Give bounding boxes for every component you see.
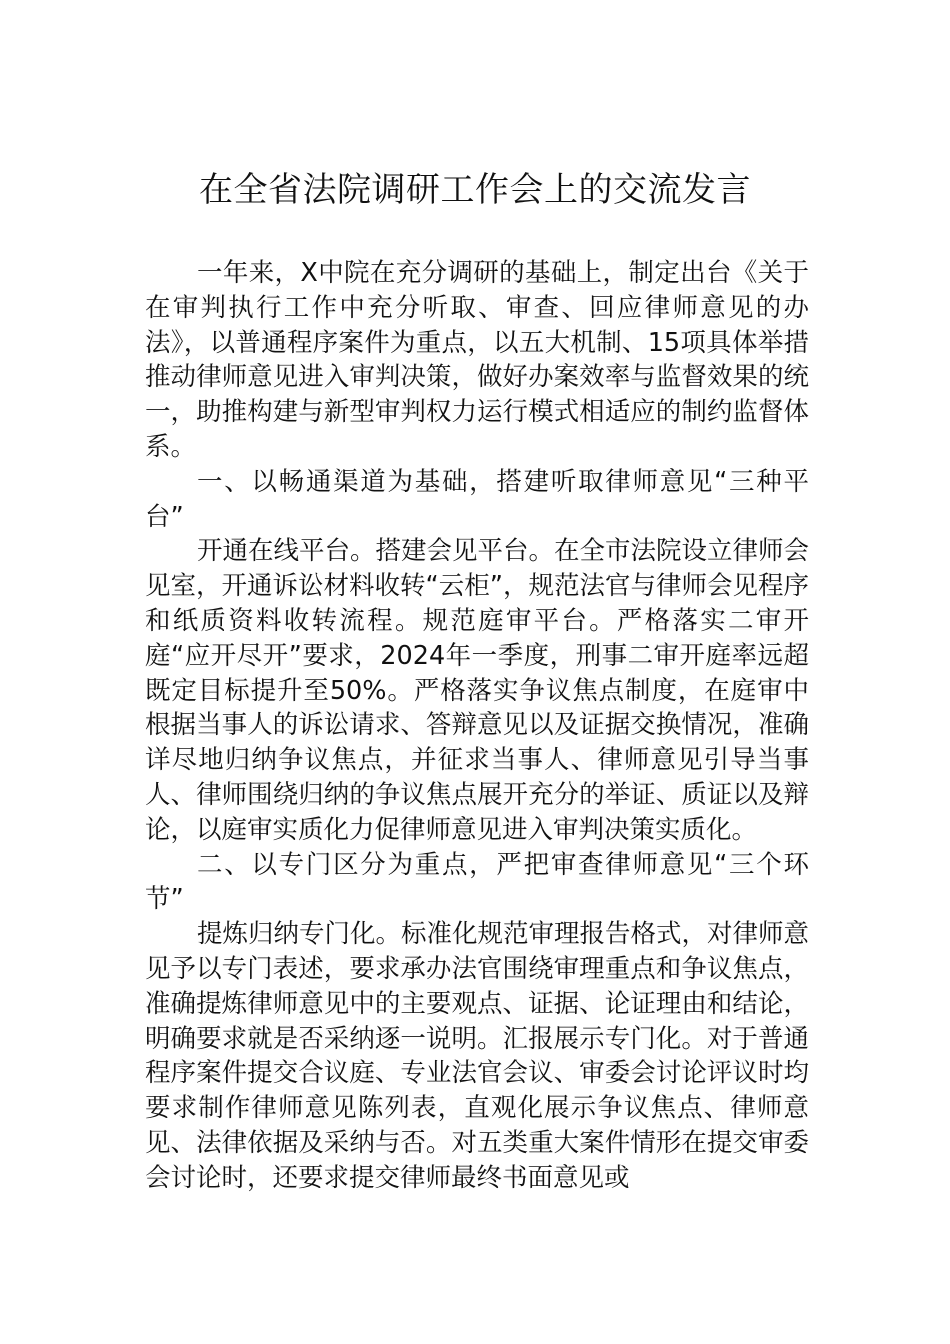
document-title: 在全省法院调研工作会上的交流发言 [199,170,751,210]
intro-paragraph: 一年来，X中院在充分调研的基础上，制定出台《关于在审判执行工作中充分听取、审查、回应律师意见的办法》，以普通程序案件为重点，以五大机制、15项具体举措推动律师意见进入审判决策，做好办案效率与监督效果的统一，助推构建与新型审判权力运行模式相适应的制约监督体系。 [145,258,809,462]
section-heading-1: 一、以畅通渠道为基础，搭建听取律师意见“三种平台” [145,466,809,532]
section-2-paragraph: 提炼归纳专门化。标准化规范审理报告格式，对律师意见予以专门表述，要求承办法官围绕审理重点和争议焦点，准确提炼律师意见中的主要观点、证据、论证理由和结论，明确要求就是否采纳逐一说明。汇报展示专门化。对于普通程序案件提交合议庭、专业法官会议、审委会讨论评议时均要求制作律师意见陈列表，直观化展示争议焦点、律师意见、法律依据及采纳与否。对五类重大案件情形在提交审委会讨论时，还要求提交律师最终书面意见或 [145,919,810,1193]
section-1-paragraph: 开通在线平台。搭建会见平台。在全市法院设立律师会见室，开通诉讼材料收转“云柜”，规范法官与律师会见程序和纸质资料收转流程。规范庭审平台。严格落实二审开庭“应开尽开”要求，2024年一季度，刑事二审开庭率远超既定目标提升至50%。严格落实争议焦点制度，在庭审中根据当事人的诉讼请求、答辩意见以及证据交换情况，准确详尽地归纳争议焦点，并征求当事人、律师意见引导当事人、律师围绕归纳的争议焦点展开充分的举证、质证以及辩论，以庭审实质化力促律师意见进入审判决策实质化。 [145,536,810,845]
document-body [145,256,809,1196]
section-heading-2: 二、以专门区分为重点，严把审查律师意见“三个环节” [145,849,809,915]
